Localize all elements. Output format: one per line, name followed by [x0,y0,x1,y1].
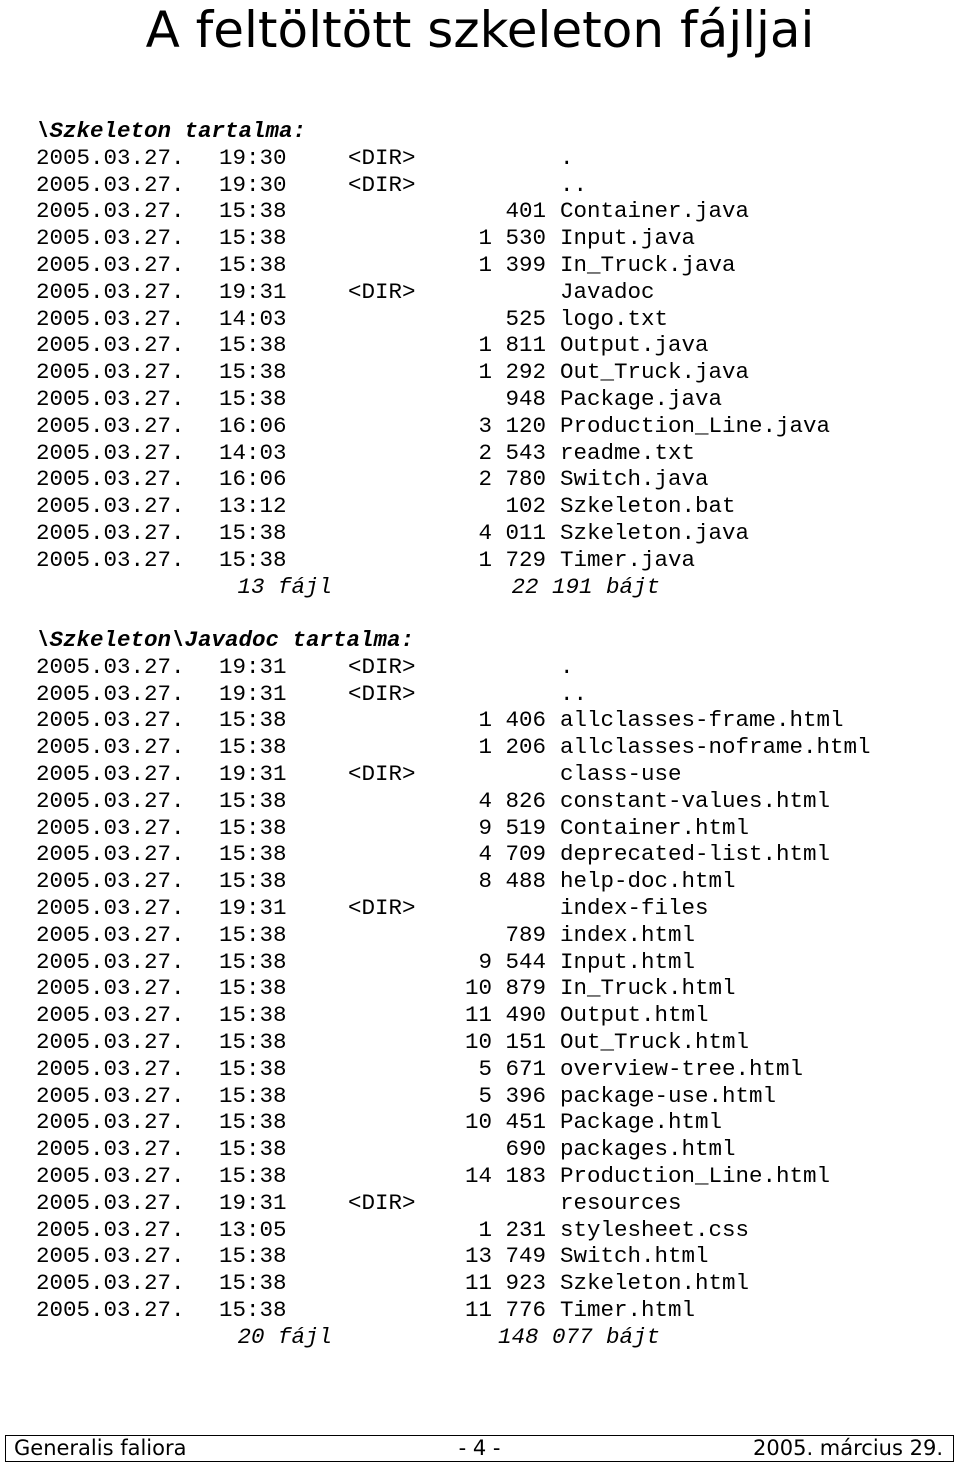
file-name: index.html [560,921,696,948]
summary-file-count: 13 fájl [237,573,332,600]
file-date: 2005.03.27. [36,761,185,787]
file-date: 2005.03.27. [36,278,185,305]
file-row [36,1190,936,1217]
file-name: Input.html [560,948,696,975]
file-row [36,841,936,868]
file-row [36,145,936,172]
file-row [36,225,936,252]
file-size: 9 519 [478,814,546,841]
file-name: Switch.html [560,1243,709,1270]
section-heading: \Szkeleton\Javadoc tartalma: [36,627,415,653]
file-date: 2005.03.27. [36,841,185,868]
file-row [36,761,936,788]
file-time: 19:30 [219,171,287,198]
file-date: 2005.03.27. [36,734,185,761]
file-time: 15:38 [219,841,287,868]
page-footer [5,1435,954,1462]
file-date: 2005.03.27. [36,1136,185,1163]
file-time: 15:38 [219,1270,287,1297]
file-time: 15:38 [219,1002,287,1029]
file-time: 15:38 [219,386,287,412]
file-row [36,1163,936,1190]
file-row [36,922,936,949]
file-time: 19:31 [219,761,287,787]
file-date: 2005.03.27. [36,520,185,546]
file-name: Switch.java [560,466,709,493]
footer-page-number: - 4 - [458,1436,501,1460]
file-name: packages.html [560,1136,736,1163]
file-time: 15:38 [219,332,287,359]
file-size: 525 [505,305,546,332]
file-time: 15:38 [219,520,287,546]
file-date: 2005.03.27. [36,439,185,466]
file-row [36,1270,936,1297]
file-name: Javadoc [560,278,655,305]
dir-marker: <DIR> [348,653,416,680]
file-size: 690 [505,1136,546,1163]
file-date: 2005.03.27. [36,171,185,198]
file-name: stylesheet.css [560,1216,750,1243]
file-date: 2005.03.27. [36,493,185,520]
file-time: 15:38 [219,1163,287,1189]
file-size: 1 811 [478,332,546,359]
file-row [36,440,936,467]
file-time: 16:06 [219,466,287,493]
file-name: Timer.java [560,546,696,573]
file-name: In_Truck.java [560,252,736,278]
file-size: 3 120 [478,412,546,439]
file-row [36,520,936,547]
file-time: 15:38 [219,975,287,1002]
file-name: allclasses-noframe.html [560,734,871,761]
file-size: 4 709 [478,841,546,868]
file-date: 2005.03.27. [36,1297,185,1323]
file-name: logo.txt [560,305,669,332]
file-time: 15:38 [219,948,287,975]
summary-file-count: 20 fájl [237,1323,332,1350]
file-row [36,1109,936,1136]
dir-marker: <DIR> [348,895,416,921]
file-row [36,547,936,574]
file-date: 2005.03.27. [36,466,185,493]
file-size: 10 451 [464,1109,546,1136]
file-size: 789 [505,921,546,948]
file-size: 1 530 [478,225,546,252]
file-name: Out_Truck.java [560,359,750,386]
file-time: 15:38 [219,1082,287,1109]
file-time: 15:38 [219,814,287,841]
file-row [36,359,936,386]
file-time: 15:38 [219,1055,287,1082]
file-date: 2005.03.27. [36,680,185,707]
file-row [36,681,936,708]
file-name: Production_Line.html [560,1163,831,1189]
file-date: 2005.03.27. [36,546,185,573]
file-size: 4 826 [478,787,546,814]
file-time: 15:38 [219,1136,287,1163]
file-row [36,654,936,681]
file-name: Production_Line.java [560,412,831,439]
file-name: class-use [560,761,682,787]
file-row [36,949,936,976]
file-name: help-doc.html [560,868,736,895]
file-name: package-use.html [560,1082,777,1109]
file-date: 2005.03.27. [36,948,185,975]
file-row [36,198,936,225]
file-time: 15:38 [219,921,287,948]
file-name: Szkeleton.java [560,520,750,546]
file-size: 4 011 [478,520,546,546]
file-date: 2005.03.27. [36,144,185,171]
file-size: 5 671 [478,1055,546,1082]
file-row [36,332,936,359]
file-time: 15:38 [219,1243,287,1270]
file-size: 5 396 [478,1082,546,1109]
file-date: 2005.03.27. [36,332,185,359]
file-row [36,1243,936,1270]
file-row [36,1083,936,1110]
file-name: Package.java [560,386,723,412]
file-date: 2005.03.27. [36,359,185,386]
file-name: deprecated-list.html [560,841,831,868]
file-row [36,493,936,520]
file-time: 19:31 [219,653,287,680]
file-row [36,413,936,440]
dir-marker: <DIR> [348,278,416,305]
section-summary [36,574,936,601]
file-name: Timer.html [560,1297,696,1323]
file-time: 15:38 [219,546,287,573]
file-size: 11 490 [464,1002,546,1029]
file-date: 2005.03.27. [36,814,185,841]
file-time: 15:38 [219,225,287,252]
file-name: Container.java [560,198,750,225]
file-row [36,1217,936,1244]
file-name: Szkeleton.bat [560,493,736,520]
file-date: 2005.03.27. [36,386,185,412]
file-size: 1 399 [478,252,546,278]
file-name: resources [560,1189,682,1216]
file-name: . [560,144,574,171]
file-time: 13:05 [219,1216,287,1243]
file-size: 2 780 [478,466,546,493]
file-time: 15:38 [219,868,287,895]
file-name: . [560,653,574,680]
file-time: 14:03 [219,439,287,466]
file-size: 401 [505,198,546,225]
file-time: 15:38 [219,707,287,734]
file-date: 2005.03.27. [36,787,185,814]
file-time: 19:31 [219,895,287,921]
file-size: 11 923 [464,1270,546,1297]
file-time: 15:38 [219,734,287,761]
file-name: Container.html [560,814,750,841]
file-date: 2005.03.27. [36,895,185,921]
dir-marker: <DIR> [348,1189,416,1216]
file-size: 1 406 [478,707,546,734]
file-date: 2005.03.27. [36,1109,185,1136]
dir-marker: <DIR> [348,144,416,171]
file-name: Output.html [560,1002,709,1029]
file-time: 15:38 [219,252,287,278]
footer-date: 2005. március 29. [753,1436,943,1460]
file-size: 102 [505,493,546,520]
file-name: allclasses-frame.html [560,707,844,734]
file-time: 16:06 [219,412,287,439]
file-date: 2005.03.27. [36,1082,185,1109]
file-row [36,895,936,922]
file-size: 14 183 [464,1163,546,1189]
file-name: .. [560,680,588,707]
file-date: 2005.03.27. [36,707,185,734]
file-size: 948 [505,386,546,412]
dir-marker: <DIR> [348,761,416,787]
page-title: A feltöltött szkeleton fájljai [145,1,815,59]
file-date: 2005.03.27. [36,1216,185,1243]
file-row [36,1136,936,1163]
file-date: 2005.03.27. [36,252,185,278]
file-row [36,788,936,815]
file-time: 15:38 [219,1109,287,1136]
file-row [36,975,936,1002]
file-date: 2005.03.27. [36,868,185,895]
file-date: 2005.03.27. [36,412,185,439]
file-row [36,1029,936,1056]
file-date: 2005.03.27. [36,305,185,332]
file-size: 1 292 [478,359,546,386]
file-name: Package.html [560,1109,723,1136]
dir-marker: <DIR> [348,680,416,707]
file-time: 15:38 [219,787,287,814]
file-size: 1 206 [478,734,546,761]
file-date: 2005.03.27. [36,1163,185,1189]
file-row [36,734,936,761]
file-size: 9 544 [478,948,546,975]
file-date: 2005.03.27. [36,198,185,225]
file-date: 2005.03.27. [36,1055,185,1082]
file-size: 1 231 [478,1216,546,1243]
file-size: 13 749 [464,1243,546,1270]
file-date: 2005.03.27. [36,1029,185,1055]
section-summary [36,1324,936,1351]
file-name: Out_Truck.html [560,1029,750,1055]
file-size: 11 776 [464,1297,546,1323]
file-row [36,868,936,895]
file-time: 15:38 [219,1029,287,1055]
file-row [36,279,936,306]
file-date: 2005.03.27. [36,921,185,948]
file-name: .. [560,171,588,198]
section-heading: \Szkeleton tartalma: [36,118,307,144]
file-name: Input.java [560,225,696,252]
file-row [36,172,936,199]
file-date: 2005.03.27. [36,1002,185,1029]
file-name: In_Truck.html [560,975,736,1002]
file-row [36,1056,936,1083]
file-name: Szkeleton.html [560,1270,750,1297]
file-date: 2005.03.27. [36,225,185,252]
file-time: 15:38 [219,359,287,386]
file-row [36,815,936,842]
file-date: 2005.03.27. [36,653,185,680]
dir-marker: <DIR> [348,171,416,198]
file-size: 10 151 [464,1029,546,1055]
footer-left-text: Generalis faliora [14,1436,187,1460]
file-row [36,1297,936,1324]
file-size: 10 879 [464,975,546,1002]
file-date: 2005.03.27. [36,1189,185,1216]
file-name: overview-tree.html [560,1055,804,1082]
file-date: 2005.03.27. [36,1243,185,1270]
file-time: 19:30 [219,144,287,171]
file-size: 1 729 [478,546,546,573]
file-date: 2005.03.27. [36,975,185,1002]
file-time: 14:03 [219,305,287,332]
file-row [36,386,936,413]
file-row [36,252,936,279]
file-time: 19:31 [219,1189,287,1216]
file-time: 15:38 [219,198,287,225]
file-row [36,707,936,734]
file-time: 19:31 [219,278,287,305]
file-name: readme.txt [560,439,696,466]
summary-byte-count: 148 077 bájt [497,1323,660,1350]
file-row [36,1002,936,1029]
file-row [36,466,936,493]
file-size: 2 543 [478,439,546,466]
file-name: index-files [560,895,709,921]
summary-byte-count: 22 191 bájt [511,573,660,600]
file-row [36,306,936,333]
file-time: 15:38 [219,1297,287,1323]
file-time: 13:12 [219,493,287,520]
file-size: 8 488 [478,868,546,895]
file-date: 2005.03.27. [36,1270,185,1297]
file-name: Output.java [560,332,709,359]
file-name: constant-values.html [560,787,831,814]
file-time: 19:31 [219,680,287,707]
